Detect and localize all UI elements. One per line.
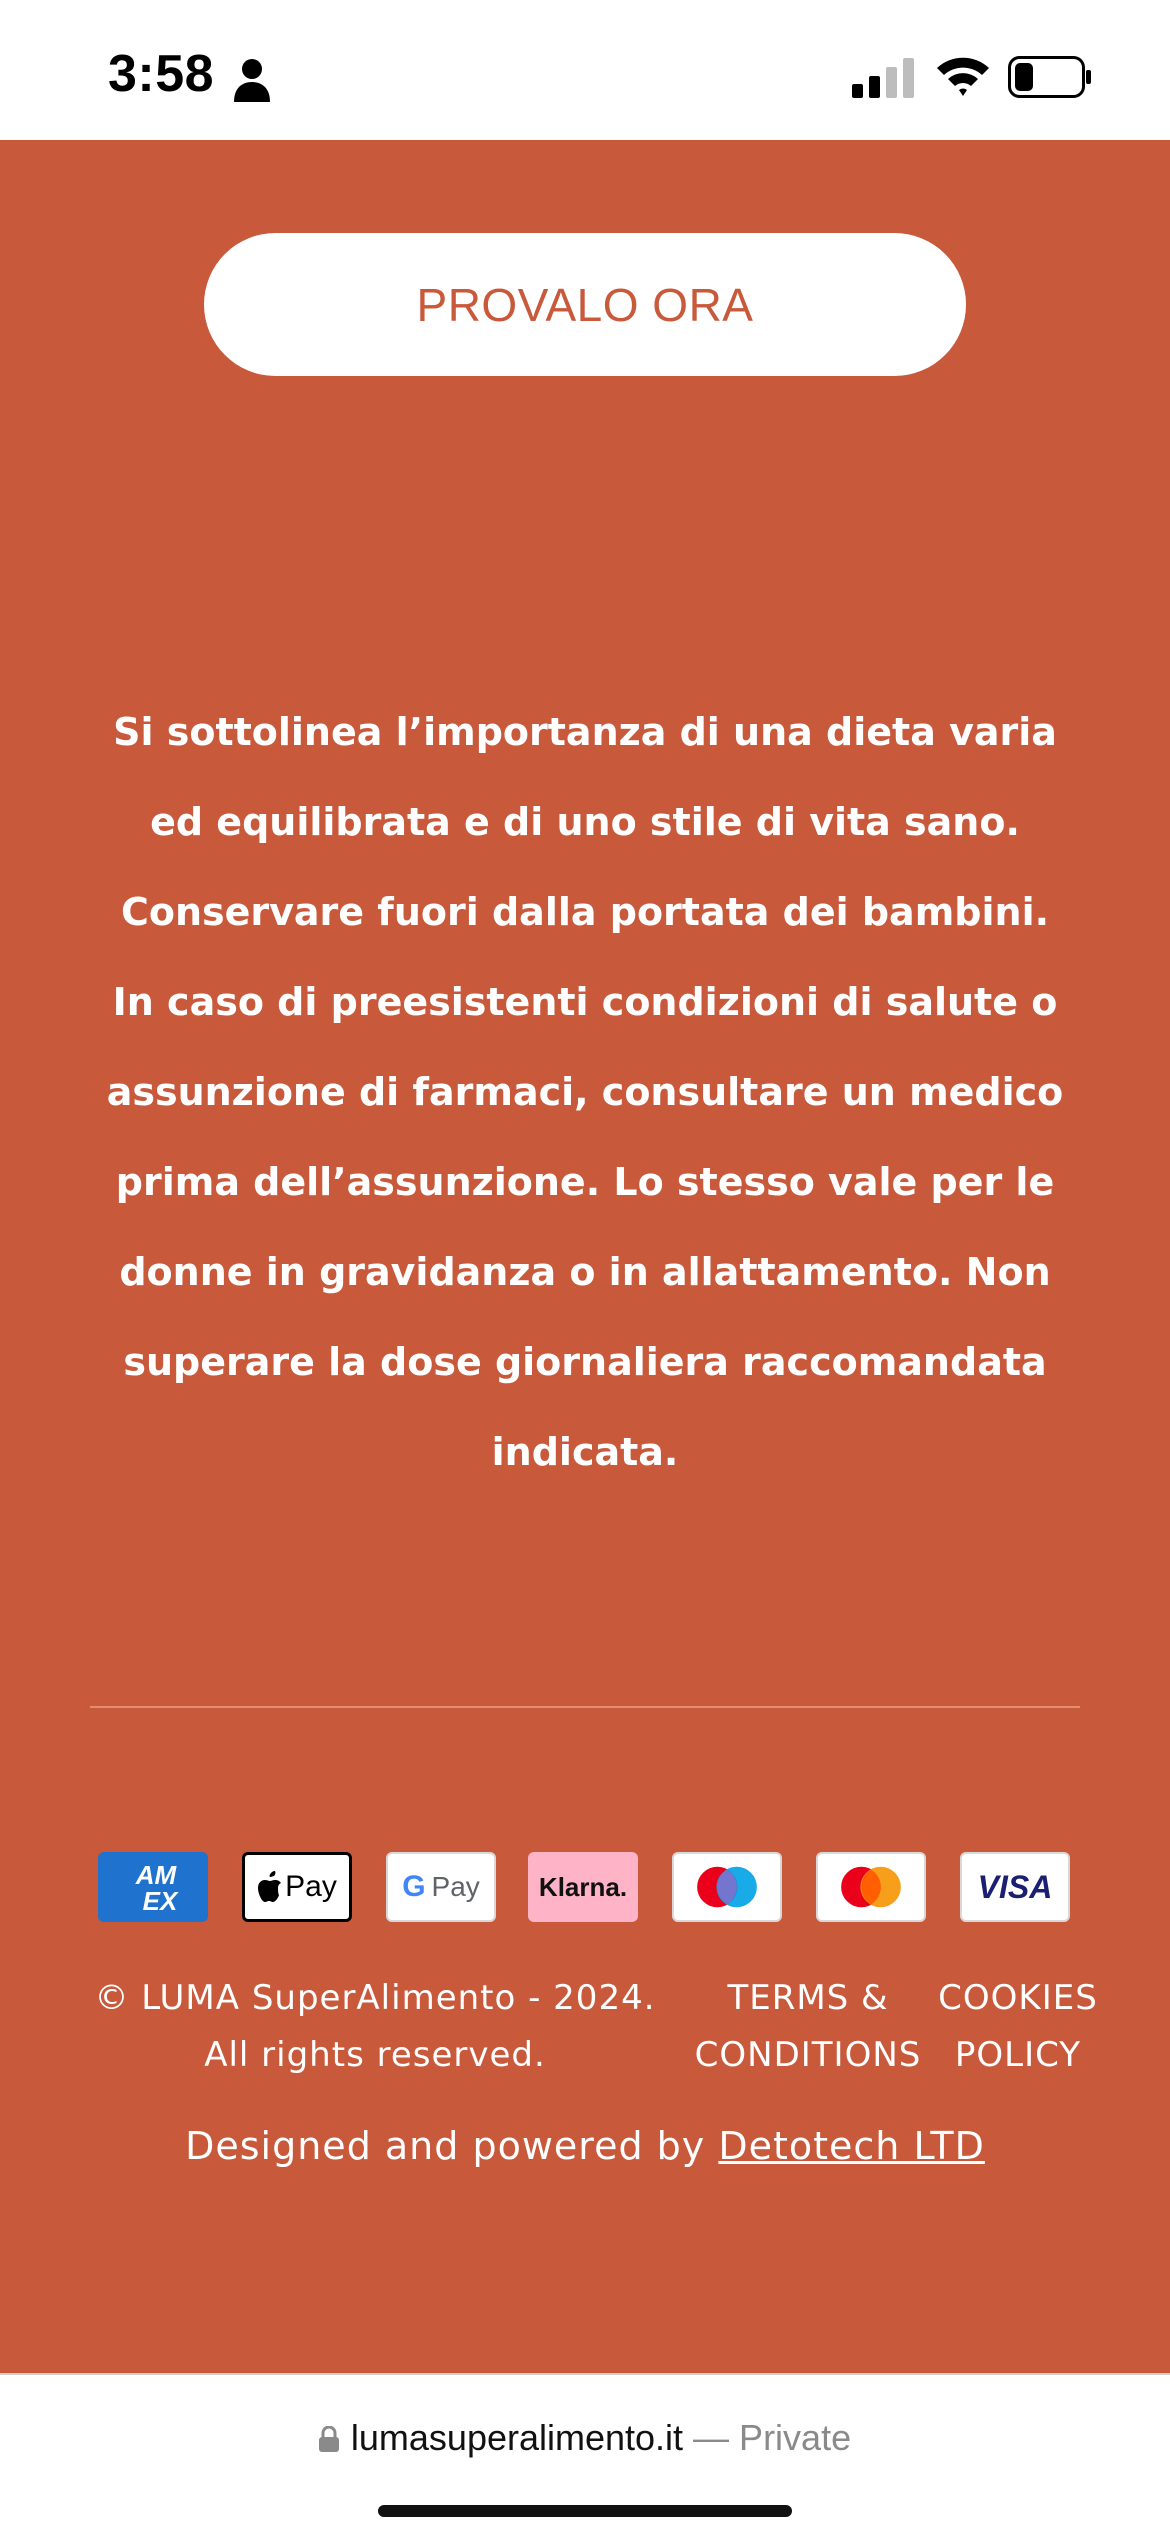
mastercard-icon: [816, 1852, 926, 1922]
cellular-signal-icon: [852, 58, 916, 98]
terms-link[interactable]: TERMS & CONDITIONS: [694, 1978, 922, 2075]
svg-text:EX: EX: [142, 1886, 178, 1916]
copyright-text: © LUMA SuperAlimento - 2024. All rights reserved.: [94, 1978, 656, 2075]
health-disclaimer: Si sottolinea l’importanza di una dieta varia ed equilibrata e di uno stile di vita sano. Conservare fuori dalla portata dei bambini. In caso di preesistenti condizioni di salute o assunzione di farmaci, consultare un medico prima dell’assunzione. Lo stesso vale per le donne in gravidanza o in allattamento. Non superare la dose giornaliera raccomandata indicata.: [106, 710, 1064, 1474]
browser-bottom-bar: [0, 2373, 1170, 2532]
home-indicator: [378, 2505, 792, 2517]
page-content: [0, 140, 1170, 2373]
credits-prefix: Designed and powered by: [185, 2124, 719, 2168]
lock-icon: [319, 2426, 339, 2452]
visa-icon: [960, 1852, 1070, 1922]
klarna-icon: [528, 1852, 638, 1922]
status-time: 3:58: [108, 45, 215, 103]
status-bar: [0, 0, 1170, 140]
klarna-label: Klarna.: [538, 1871, 628, 1902]
payment-methods: [98, 1852, 1072, 1924]
footer-divider: [90, 1706, 1080, 1708]
person-icon: [232, 58, 272, 102]
amex-icon: [98, 1852, 208, 1922]
google-pay-icon: G Pay: [386, 1852, 496, 1922]
try-now-button[interactable]: PROVALO ORA: [204, 233, 966, 376]
detotech-link[interactable]: Detotech LTD: [718, 2124, 985, 2168]
private-label: — Private: [683, 2417, 852, 2458]
url-domain: lumasuperalimento.it: [350, 2417, 684, 2458]
battery-icon: [1008, 56, 1092, 98]
apple-pay-icon: [242, 1852, 352, 1922]
wifi-icon: [934, 52, 992, 98]
visa-label: VISA: [977, 1868, 1053, 1905]
svg-text:AM: AM: [135, 1860, 177, 1890]
cookies-policy-link[interactable]: COOKIES POLICY: [938, 1978, 1098, 2075]
address-bar[interactable]: [0, 2417, 1170, 2459]
credits-text: [0, 2118, 1170, 2175]
google-pay-label: Pay: [431, 1871, 480, 1902]
maestro-icon: [672, 1852, 782, 1922]
apple-pay-label: Pay: [285, 1870, 337, 1903]
